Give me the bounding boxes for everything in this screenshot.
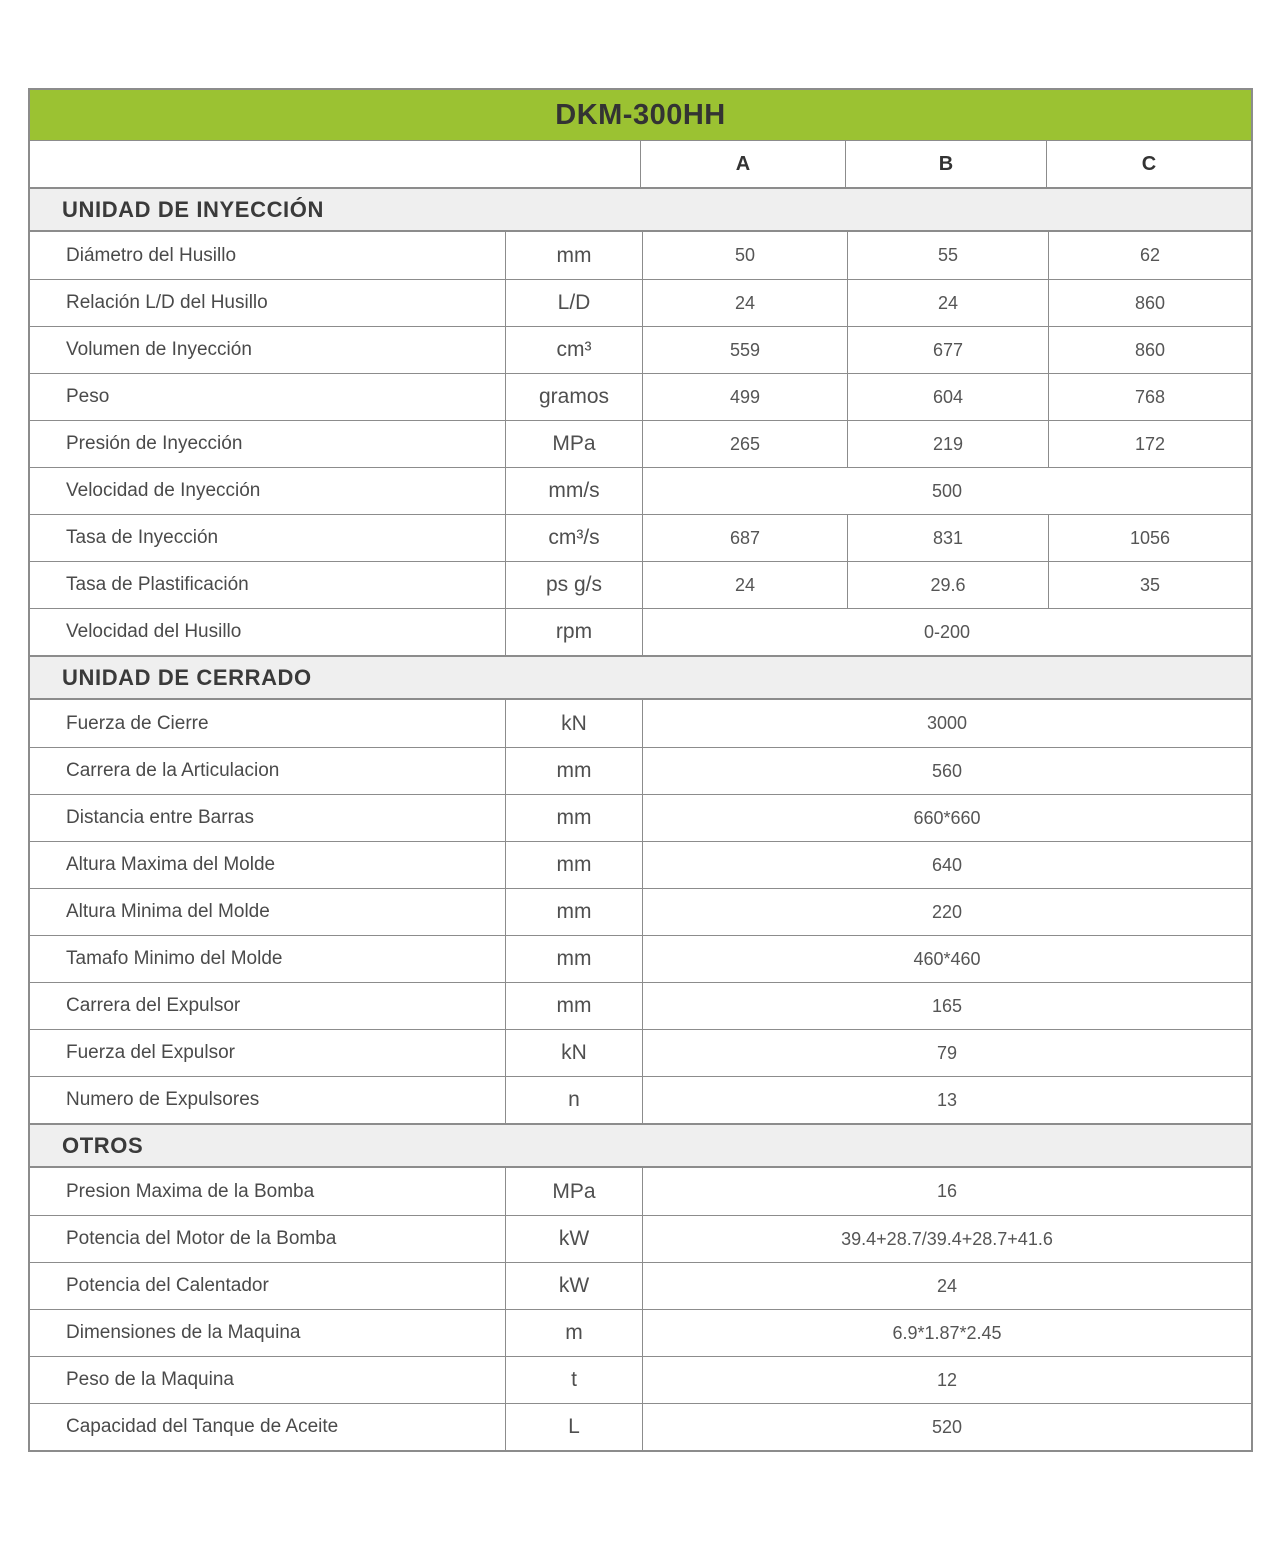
spec-value-span: 220 — [642, 889, 1251, 935]
spec-row — [30, 982, 1251, 1029]
spec-label: Altura Minima del Molde — [66, 901, 270, 922]
spec-value-c: 172 — [1048, 421, 1251, 467]
spec-row — [30, 561, 1251, 608]
column-header-a: A — [640, 141, 845, 187]
spec-value-span: 24 — [642, 1263, 1251, 1309]
section-header: UNIDAD DE CERRADO — [30, 655, 1251, 700]
spec-value-span: 520 — [642, 1404, 1251, 1450]
spec-unit: mm — [505, 936, 642, 982]
spec-value-c: 860 — [1048, 280, 1251, 326]
spec-label: Carrera del Expulsor — [66, 995, 241, 1016]
spec-row — [30, 1168, 1251, 1215]
spec-value-a: 24 — [642, 562, 847, 608]
spec-value-a: 559 — [642, 327, 847, 373]
spec-label: Numero de Expulsores — [66, 1089, 260, 1110]
spec-value-span: 460*460 — [642, 936, 1251, 982]
spec-value-c: 62 — [1048, 232, 1251, 279]
spec-unit: mm — [505, 748, 642, 794]
spec-row — [30, 514, 1251, 561]
spec-row — [30, 373, 1251, 420]
spec-label: Fuerza de Cierre — [66, 712, 209, 734]
spec-value-span: 0-200 — [642, 609, 1251, 655]
spec-value-a: 24 — [642, 280, 847, 326]
spec-unit: ps g/s — [505, 562, 642, 608]
spec-label: Dimensiones de la Maquina — [66, 1322, 301, 1343]
spec-value-b: 219 — [847, 421, 1048, 467]
spec-value-a: 265 — [642, 421, 847, 467]
spec-label: Velocidad del Husillo — [66, 621, 242, 642]
spec-unit: mm — [505, 889, 642, 935]
spec-row — [30, 279, 1251, 326]
spec-value-span: 16 — [642, 1168, 1251, 1215]
spec-label: Tamafo Minimo del Molde — [66, 948, 283, 969]
spec-row — [30, 467, 1251, 514]
spec-value-b: 24 — [847, 280, 1048, 326]
spec-row — [30, 420, 1251, 467]
spec-unit: mm — [505, 983, 642, 1029]
spec-row — [30, 1076, 1251, 1123]
spec-label: Volumen de Inyección — [66, 339, 252, 360]
spec-value-a: 50 — [642, 232, 847, 279]
column-header-spacer — [30, 141, 640, 187]
spec-label: Potencia del Motor de la Bomba — [66, 1228, 337, 1249]
spec-value-span: 660*660 — [642, 795, 1251, 841]
spec-row — [30, 888, 1251, 935]
spec-value-span: 6.9*1.87*2.45 — [642, 1310, 1251, 1356]
spec-row — [30, 608, 1251, 655]
spec-label: Distancia entre Barras — [66, 807, 254, 828]
spec-value-span: 500 — [642, 468, 1251, 514]
spec-row — [30, 326, 1251, 373]
spec-unit: mm — [505, 795, 642, 841]
column-header-c: C — [1046, 141, 1251, 187]
spec-label: Altura Maxima del Molde — [66, 854, 276, 875]
spec-value-span: 165 — [642, 983, 1251, 1029]
spec-label: Presion Maxima de la Bomba — [66, 1180, 315, 1202]
spec-label: Diámetro del Husillo — [66, 244, 237, 266]
spec-unit: rpm — [505, 609, 642, 655]
spec-unit: gramos — [505, 374, 642, 420]
spec-unit: kN — [505, 1030, 642, 1076]
spec-row — [30, 1215, 1251, 1262]
spec-row — [30, 1356, 1251, 1403]
spec-unit: kW — [505, 1263, 642, 1309]
spec-unit: m — [505, 1310, 642, 1356]
spec-row — [30, 700, 1251, 747]
spec-value-span: 12 — [642, 1357, 1251, 1403]
section-header: UNIDAD DE INYECCIÓN — [30, 187, 1251, 232]
spec-row — [30, 747, 1251, 794]
spec-row — [30, 232, 1251, 279]
spec-value-span: 13 — [642, 1077, 1251, 1123]
spec-label: Peso — [66, 386, 110, 407]
spec-table — [28, 88, 1253, 1452]
spec-table-body — [30, 187, 1251, 1450]
spec-label: Potencia del Calentador — [66, 1275, 269, 1296]
spec-label: Capacidad del Tanque de Aceite — [66, 1416, 339, 1437]
spec-label: Tasa de Plastificación — [66, 574, 249, 595]
spec-unit: mm/s — [505, 468, 642, 514]
spec-row — [30, 1309, 1251, 1356]
spec-value-span: 640 — [642, 842, 1251, 888]
spec-value-a: 687 — [642, 515, 847, 561]
spec-unit: kN — [505, 700, 642, 747]
spec-unit: t — [505, 1357, 642, 1403]
spec-value-c: 1056 — [1048, 515, 1251, 561]
spec-unit: MPa — [505, 421, 642, 467]
spec-label: Peso de la Maquina — [66, 1369, 234, 1390]
spec-value-b: 677 — [847, 327, 1048, 373]
spec-value-b: 55 — [847, 232, 1048, 279]
spec-value-span: 79 — [642, 1030, 1251, 1076]
spec-value-b: 604 — [847, 374, 1048, 420]
spec-value-c: 860 — [1048, 327, 1251, 373]
spec-value-span: 3000 — [642, 700, 1251, 747]
spec-value-a: 499 — [642, 374, 847, 420]
spec-unit: cm³ — [505, 327, 642, 373]
spec-value-c: 35 — [1048, 562, 1251, 608]
spec-label: Velocidad de Inyección — [66, 480, 261, 501]
spec-value-b: 29.6 — [847, 562, 1048, 608]
section-header: OTROS — [30, 1123, 1251, 1168]
spec-unit: mm — [505, 232, 642, 279]
spec-row — [30, 935, 1251, 982]
spec-row — [30, 794, 1251, 841]
spec-row — [30, 841, 1251, 888]
spec-label: Carrera de la Articulacion — [66, 760, 280, 781]
spec-row — [30, 1403, 1251, 1450]
spec-unit: L/D — [505, 280, 642, 326]
spec-unit: kW — [505, 1216, 642, 1262]
spec-unit: mm — [505, 842, 642, 888]
table-title: DKM-300HH — [30, 90, 1251, 140]
spec-value-span: 39.4+28.7/39.4+28.7+41.6 — [642, 1216, 1251, 1262]
spec-label: Relación L/D del Husillo — [66, 292, 268, 313]
spec-value-c: 768 — [1048, 374, 1251, 420]
spec-unit: n — [505, 1077, 642, 1123]
spec-value-b: 831 — [847, 515, 1048, 561]
spec-label: Tasa de Inyección — [66, 527, 219, 548]
spec-unit: MPa — [505, 1168, 642, 1215]
spec-row — [30, 1262, 1251, 1309]
spec-label: Presión de Inyección — [66, 433, 243, 454]
column-header-b: B — [845, 141, 1046, 187]
spec-unit: L — [505, 1404, 642, 1450]
spec-value-span: 560 — [642, 748, 1251, 794]
spec-row — [30, 1029, 1251, 1076]
spec-unit: cm³/s — [505, 515, 642, 561]
spec-label: Fuerza del Expulsor — [66, 1042, 235, 1063]
column-header-row — [30, 140, 1251, 187]
